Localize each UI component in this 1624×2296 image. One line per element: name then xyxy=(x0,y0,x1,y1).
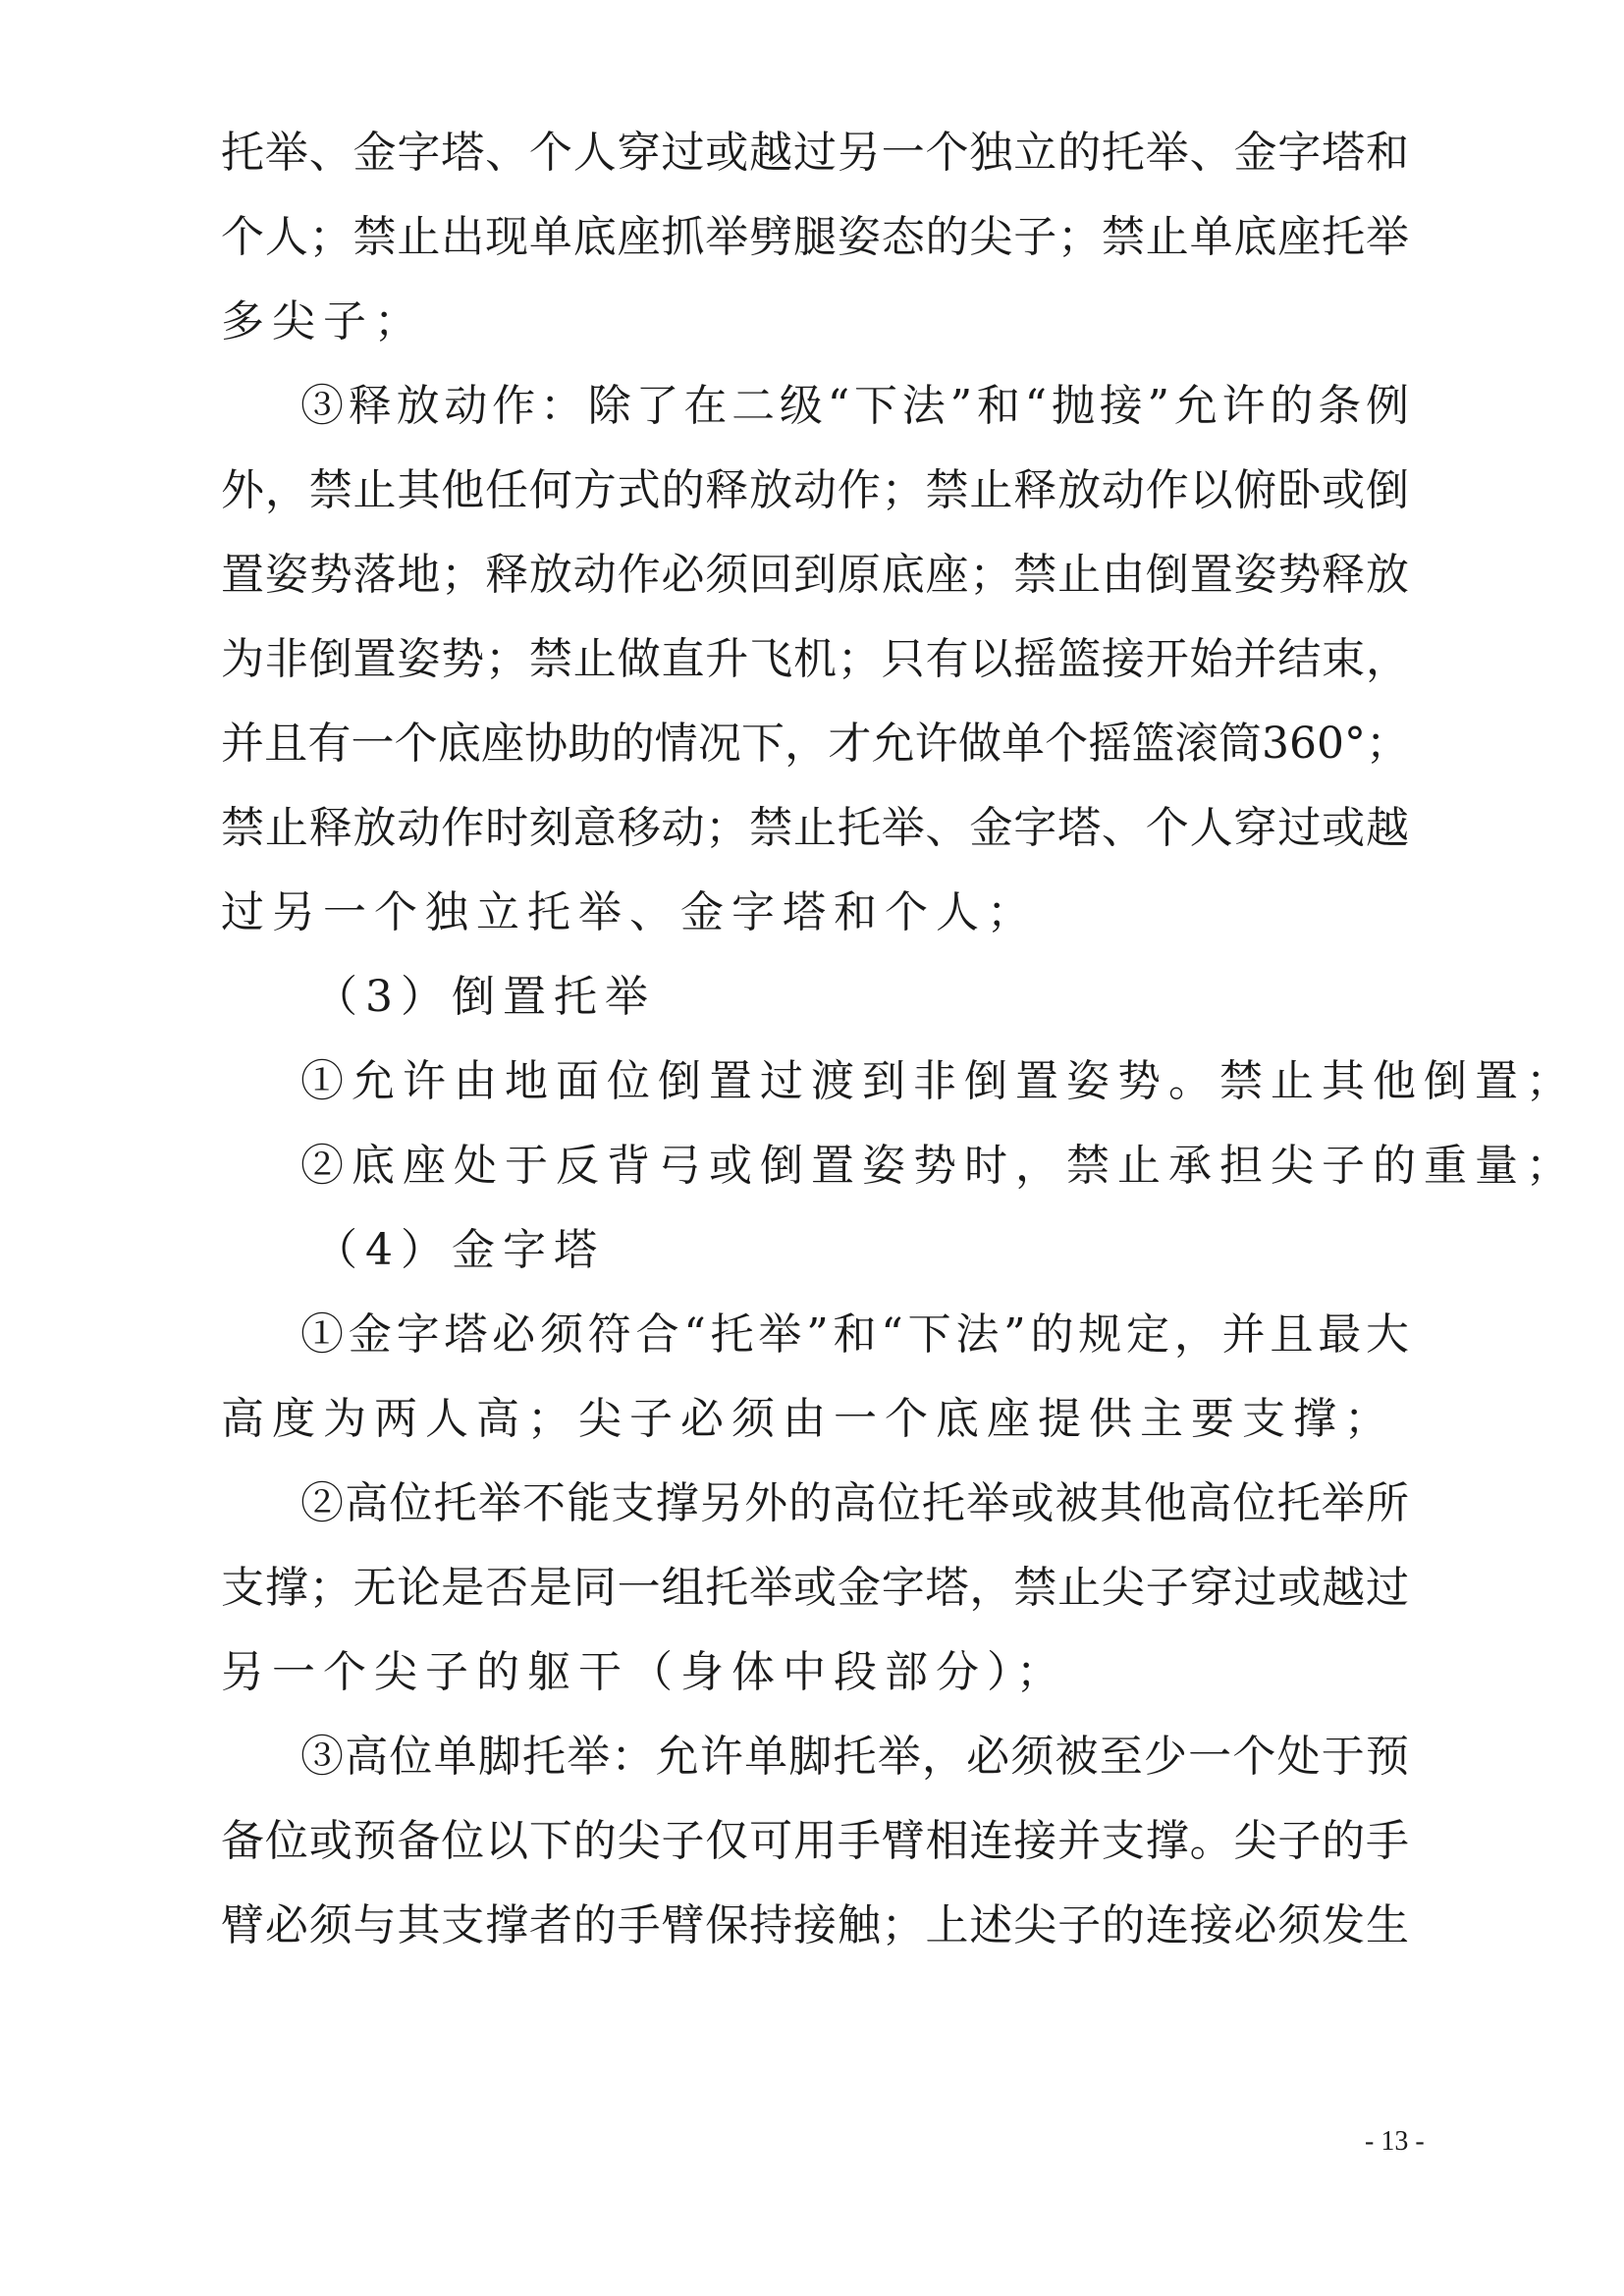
text-line: 为非倒置姿势；禁止做直升飞机；只有以摇篮接开始并结束， xyxy=(221,634,1409,684)
text-line: 高度为两人高；尖子必须由一个底座提供主要支撑； xyxy=(221,1394,1395,1444)
section-heading: （3）倒置托举 xyxy=(314,972,656,1022)
text-line: ③释放动作：除了在二级“下法”和“抛接”允许的条例 xyxy=(300,381,1409,431)
text-line: 多尖子； xyxy=(221,296,425,347)
text-line: 个人；禁止出现单底座抓举劈腿姿态的尖子；禁止单底座托举 xyxy=(221,212,1409,262)
section-heading: （4）金字塔 xyxy=(314,1225,605,1275)
text-line: 禁止释放动作时刻意移动；禁止托举、金字塔、个人穿过或越 xyxy=(221,803,1409,853)
text-line: 外，禁止其他任何方式的释放动作；禁止释放动作以俯卧或倒 xyxy=(221,465,1409,515)
text-line: 过另一个独立托举、金字塔和个人； xyxy=(221,887,1038,937)
text-line: ②底座处于反背弓或倒置姿势时，禁止承担尖子的重量； xyxy=(300,1141,1577,1191)
text-line: 并且有一个底座协助的情况下，才允许做单个摇篮滚筒360°； xyxy=(221,719,1409,769)
text-line: 另一个尖子的躯干（身体中段部分）； xyxy=(221,1647,1067,1697)
text-line: ①允许由地面位倒置过渡到非倒置姿势。禁止其他倒置； xyxy=(300,1056,1577,1106)
text-line: ②高位托举不能支撑另外的高位托举或被其他高位托举所 xyxy=(300,1478,1409,1528)
text-line: 托举、金字塔、个人穿过或越过另一个独立的托举、金字塔和 xyxy=(221,128,1409,178)
text-line: 备位或预备位以下的尖子仅可用手臂相连接并支撑。尖子的手 xyxy=(221,1816,1409,1866)
page-number: - 13 - xyxy=(1365,2126,1425,2157)
text-line: 臂必须与其支撑者的手臂保持接触；上述尖子的连接必须发生 xyxy=(221,1900,1409,1950)
text-line: 支撑；无论是否是同一组托举或金字塔，禁止尖子穿过或越过 xyxy=(221,1563,1409,1613)
text-line: 置姿势落地；释放动作必须回到原底座；禁止由倒置姿势释放 xyxy=(221,550,1409,600)
text-line: ①金字塔必须符合“托举”和“下法”的规定，并且最大 xyxy=(300,1309,1409,1360)
text-line: ③高位单脚托举：允许单脚托举，必须被至少一个处于预 xyxy=(300,1732,1409,1782)
